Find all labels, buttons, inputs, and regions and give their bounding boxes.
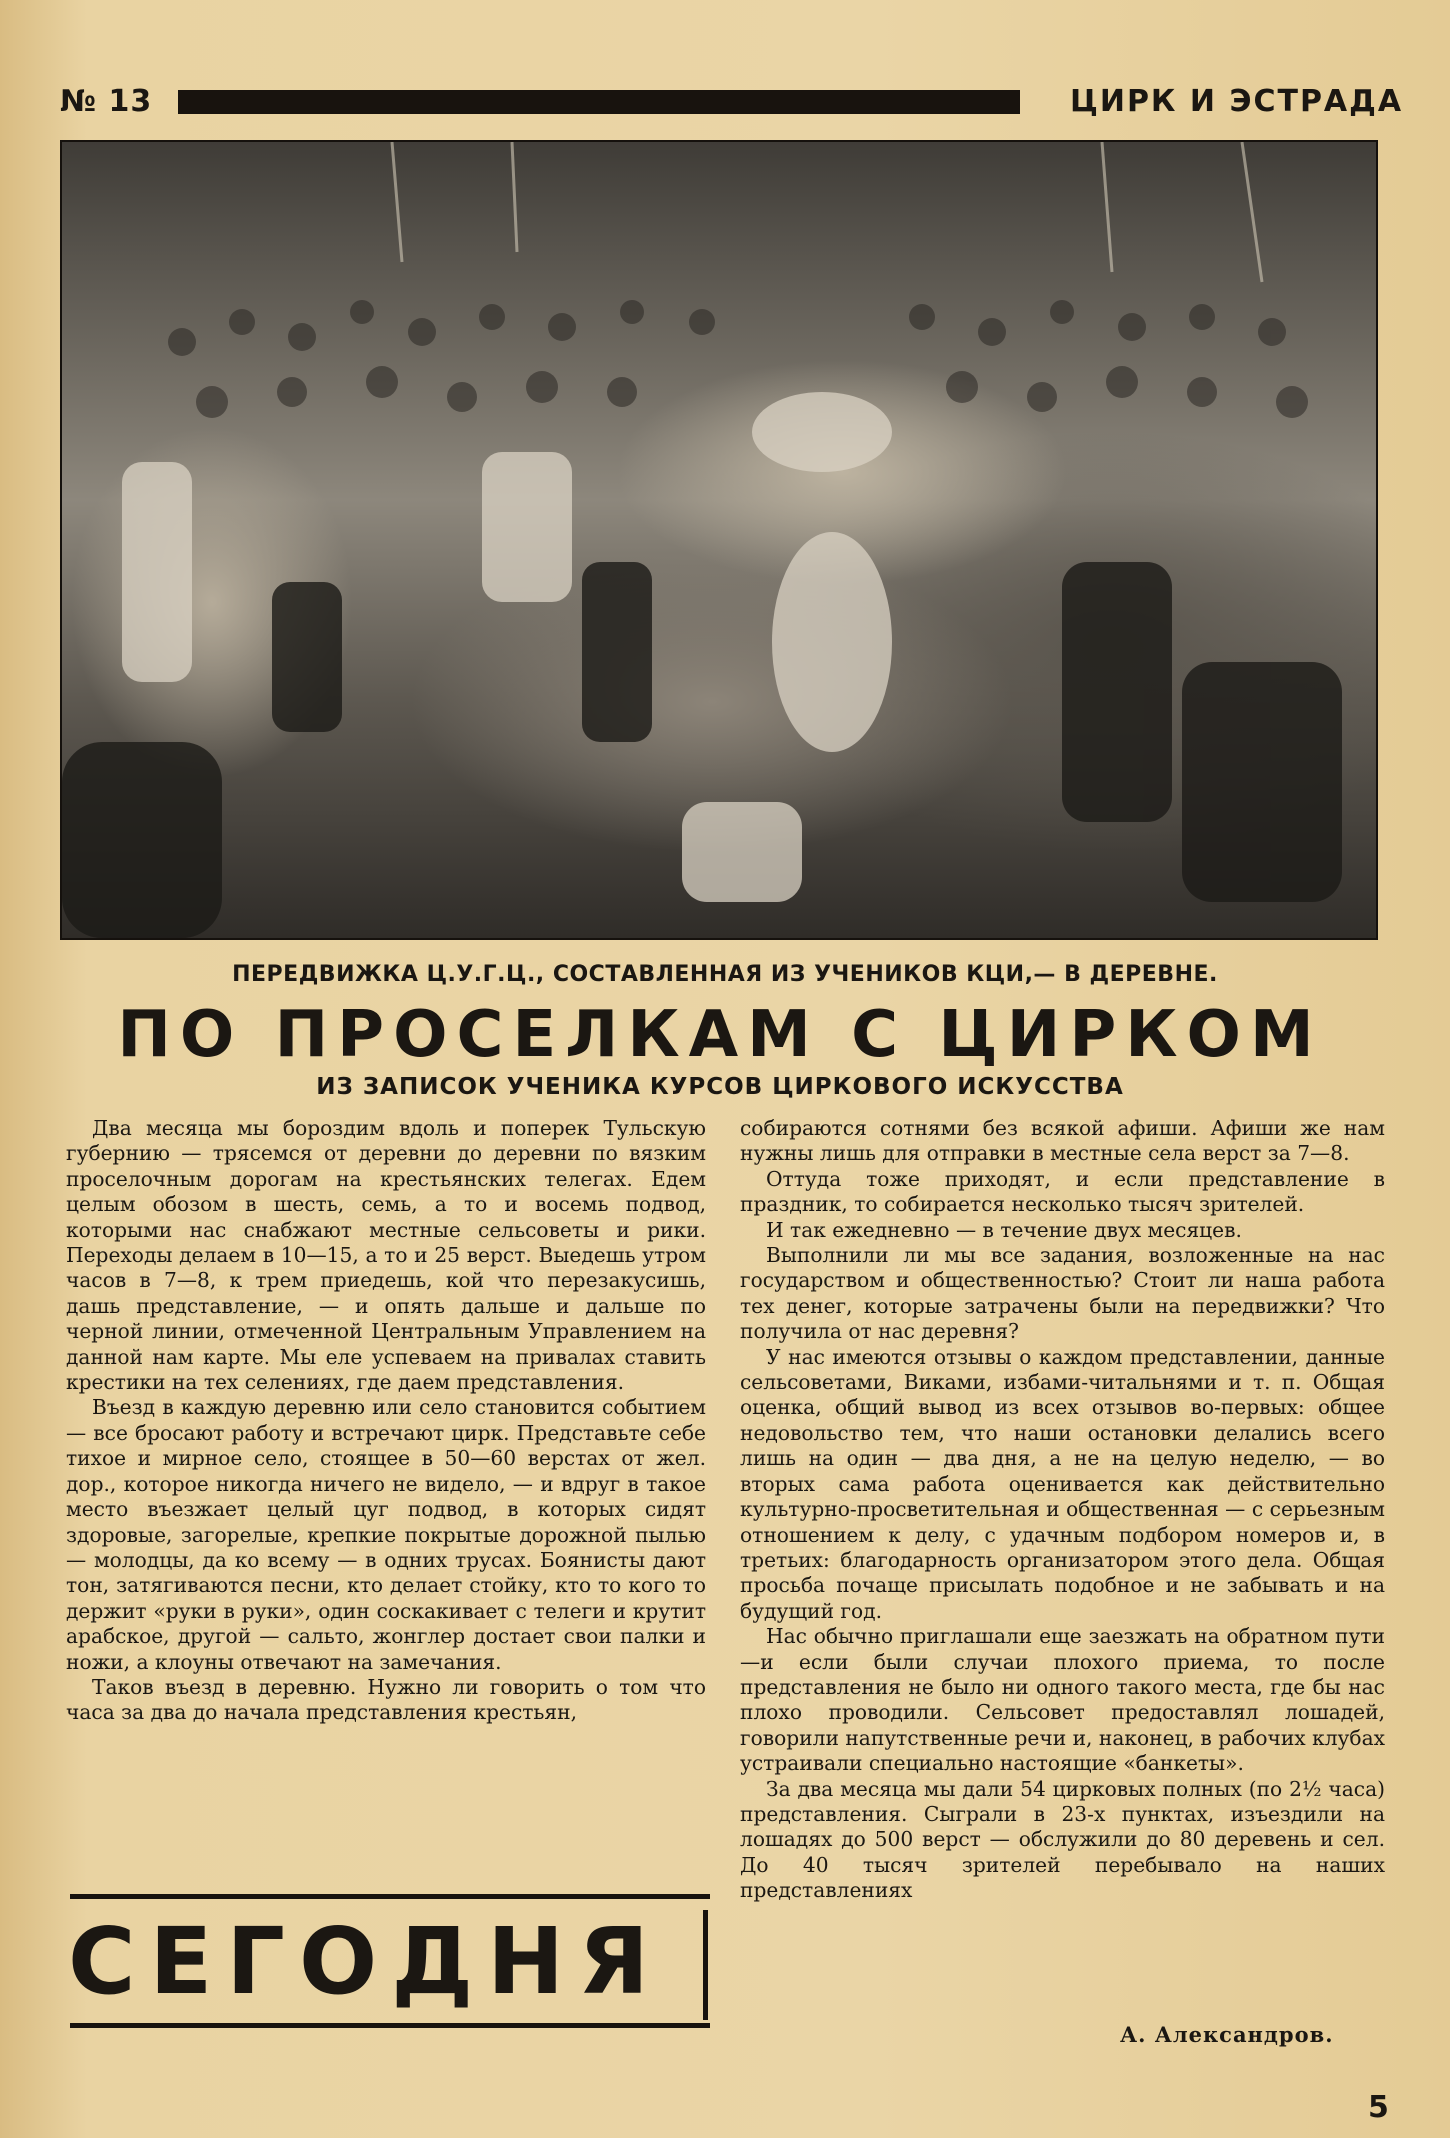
paragraph: У нас имеются отзывы о каждом представлении, данные сельсоветами, Виками, избами-читальнями и т. п. Общая оценка, общий вывод из всех отзывов во-первых: общее недовольство тем, что наши остановки делались всего лишь на один — два дня, а не на целую неделю, — во вторых сама работа оценивается как действительно культурно-просветительная и общественная — с серьезным отношением к делу, с удачным подбором номеров и, в третьих: благодарность организатором этого дела. Общая просьба почаще присылать подобное и не забывать и на будущий год.	[740, 1344, 1385, 1623]
today-banner: СЕГОДНЯ	[68, 1908, 663, 2015]
banner-rule-bottom	[70, 2023, 710, 2028]
paragraph: Въезд в каждую деревню или село становится событием — все бросают работу и встречают цирк. Представьте себе тихое и мирное село, стоящее в 50—60 верстах от жел. дор., которое никогда ничего не видело, — и вдруг в такое место въезжает целый цуг подвод, в которых сидят здоровые, загорелые, крепкие покрытые дорожной пылью — молодцы, да ко всему — в одних трусах. Боянисты дают тон, затягиваются песни, кто делает стойку, кто то кого то держит «руки в руки», один соскакивает с телеги и крутит арабское, другой — сальто, жонглер достает свои палки и ножи, а клоуны отвечают на замечания.	[66, 1395, 706, 1674]
page-number: 5	[1368, 2090, 1389, 2125]
paragraph: Таков въезд в деревню. Нужно ли говорить о том что часа за два до начала представления крестьян,	[66, 1674, 706, 1725]
paragraph: собираются сотнями без всякой афиши. Афиши же нам нужны лишь для отправки в местные села верст за 7—8.	[740, 1116, 1385, 1166]
paragraph: Оттуда тоже приходят, и если представление в праздник, то собирается несколько тысяч зрителей.	[740, 1166, 1385, 1217]
photo-crowd-illustration	[62, 142, 1376, 938]
article-column-right	[740, 1116, 1385, 1904]
banner-rule-side	[703, 1910, 708, 2020]
paragraph: Нас обычно приглашали еще заезжать на обратном пути—и если были случаи плохого приема, то после представления не было ни одного такого места, где бы нас плохо проводили. Сельсовет предоставлял лошадей, говорили напутственные речи и, наконец, в рабочих клубах устраивали специально настоящие «банкеты».	[740, 1624, 1385, 1776]
article-subtitle: ИЗ ЗАПИСОК УЧЕНИКА КУРСОВ ЦИРКОВОГО ИСКУССТВА	[316, 1074, 1124, 1100]
banner-rule-top	[70, 1894, 710, 1899]
header-rule	[178, 90, 1020, 114]
paragraph: Выполнили ли мы все задания, возложенные на нас государством и общественностью? Стоит ли наша работа тех денег, которые затрачены были на передвижки? Что получила от нас деревня?	[740, 1243, 1385, 1344]
author-signature: А. Александров.	[1120, 2022, 1334, 2047]
magazine-title: ЦИРК И ЭСТРАДА	[1070, 84, 1404, 119]
article-column-left	[66, 1116, 706, 1726]
paragraph: И так ежедневно — в течение двух месяцев.	[766, 1217, 1242, 1242]
photo-caption: ПЕРЕДВИЖКА Ц.У.Г.Ц., СОСТАВЛЕННАЯ ИЗ УЧЕНИКОВ КЦИ,— В ДЕРЕВНЕ.	[232, 962, 1218, 987]
circus-troupe-photo	[60, 140, 1378, 940]
paragraph: За два месяца мы дали 54 цирковых полных (по 2½ часа) представления. Сыграли в 23-х пунктах, изъездили на лошадях до 500 верст — обслужили до 80 деревень и сел. До 40 тысяч зрителей перебывало на наших представлениях	[740, 1776, 1385, 1903]
paragraph: Два месяца мы бороздим вдоль и поперек Тульскую губернию — трясемся от деревни до деревни по вязким проселочным дорогам на крестьянских телегах. Едем целым обозом в шесть, семь, а то и восемь подвод, которыми нас снабжают местные сельсоветы и рики. Переходы делаем в 10—15, а то и 25 верст. Выедешь утром часов в 7—8, к трем приедешь, кой что перезакусишь, дашь представление, — и опять дальше и дальше по черной линии, отмеченной Центральным Управлением на данной нам карте. Мы еле успеваем на привалах ставить крестики на тех селениях, где даем представления.	[66, 1116, 706, 1395]
issue-number: № 13	[60, 84, 153, 119]
article-title: ПО ПРОСЕЛКАМ С ЦИРКОМ	[117, 998, 1323, 1072]
